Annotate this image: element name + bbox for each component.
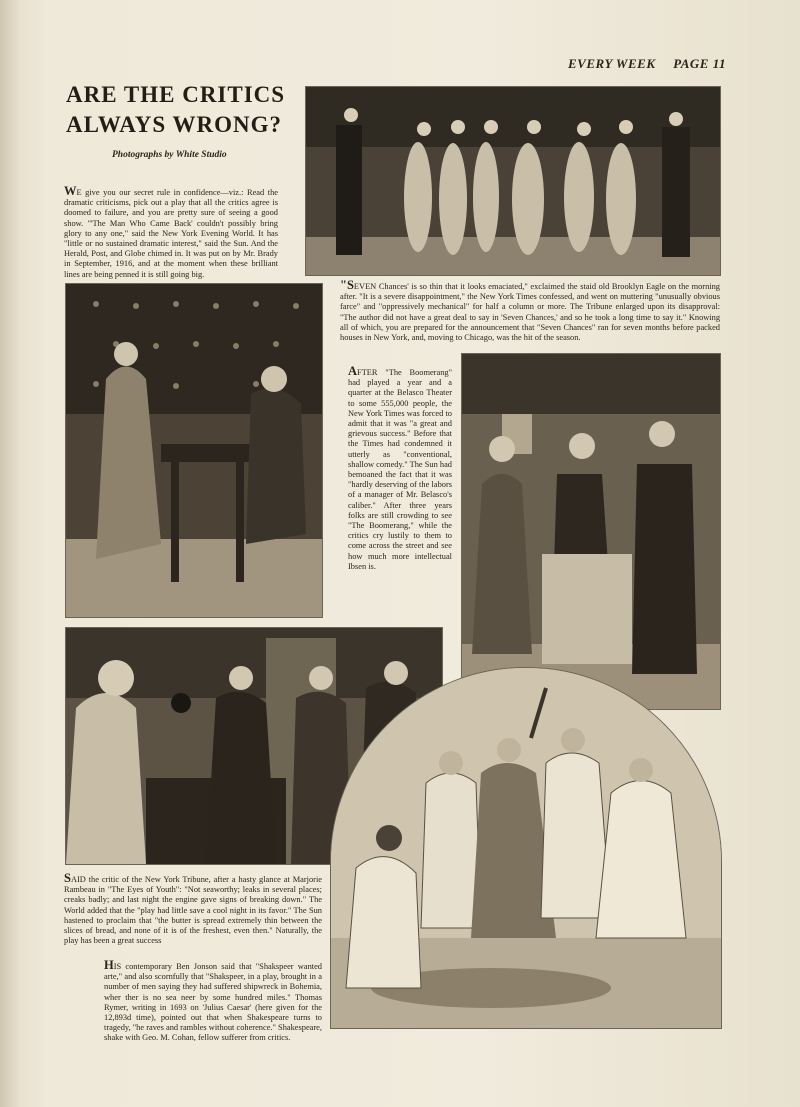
magazine-name: EVERY WEEK bbox=[568, 56, 656, 71]
drop-cap: "S bbox=[340, 278, 354, 292]
man-who-came-back-photo bbox=[65, 283, 323, 618]
page-spine bbox=[0, 0, 18, 1107]
boomerang-paragraph bbox=[348, 366, 452, 572]
seven-chances-paragraph bbox=[340, 280, 720, 343]
paragraph-text: EVEN Chances' is so thin that it looks emaciated," exclaimed the staid old Brooklyn Eagle on the morning after. "It is a severe disappointment," the New York Times confessed, and went on muttering "unusually obvious farce" and "oppressively mechanical" for half a column or more. The Tribune enlarged upon its disapproval: "The author did not have a great deal to say in 'Seven Chances,' and so he took a long time to say it." Knowing all of which, you are prepared for the announcement that "Seven Chances" ran for seven months before packed houses in New York, and, moving to Chicago, was the hit of the season. bbox=[340, 282, 720, 343]
article-title: ARE THE CRITICS ALWAYS WRONG? bbox=[66, 82, 286, 137]
page-number: PAGE 11 bbox=[673, 56, 726, 71]
drop-cap: H bbox=[104, 958, 114, 972]
paragraph-text: IS contemporary Ben Jonson said that "Shakspeer wanted arte," and also scornfully that "Shakspeer, in a play, brought in a number of men saying they had suffered shipwreck in Bohemia, wher ther is no sea neer by some hundred miles." Thomas Rymer, writing in 1693 on 'Julius Caesar' (here given for the 12,893d time), pointed out that when Shakespeare turns to tragedy, "he raves and rambles without coherence." Shakespeare, shake with Geo. M. Cohan, fellow sufferer from critics. bbox=[104, 962, 322, 1043]
drop-cap: S bbox=[64, 871, 71, 885]
boomerang-photo bbox=[461, 353, 721, 710]
julius-caesar-photo bbox=[330, 667, 722, 1029]
jonson-paragraph bbox=[104, 960, 322, 1044]
page-header bbox=[554, 56, 726, 72]
eyes-of-youth-paragraph bbox=[64, 873, 322, 946]
drop-cap: A bbox=[348, 364, 358, 378]
photo-credit: Photographs by White Studio bbox=[112, 150, 227, 160]
seven-chances-photo bbox=[305, 86, 721, 276]
paragraph-text: AID the critic of the New York Tribune, after a hasty glance at Marjorie Rambeau in "The Eyes of Youth": "Not seaworthy; leaks in several places; creaks badly; and last night the engine gave signs of breaking down." The World added that the "play had little save a cool night in its favor." The Sun hastened to proclaim that "the butter is spread extremely thin between the slices of bread, and none of it is of the freshest, even then." Naturally, the play has been a great success bbox=[64, 875, 322, 946]
drop-cap: W bbox=[64, 184, 77, 198]
intro-paragraph bbox=[64, 186, 278, 280]
paragraph-text: E give you our secret rule in confidence—viz.: Read the dramatic criticisms, pick out a play that all the critics agree is doomed to failure, and you are pretty sure of seeing a good show. "'The Man Who Came Back' couldn't possibly bring glory to any one," said the New York Evening World. It has "little or no sustained dramatic interest," said the Sun. And the Herald, Post, and Globe chimed in. It was put on by Mr. Brady in September, 1916, and at the moment when these brilliant lines are being penned it is still going big. bbox=[64, 188, 278, 279]
paragraph-text: FTER "The Boomerang" had played a year and a quarter at the Belasco Theater to some 555,000 people, the New York Times was forced to admit that it was "a great and grievous success." Before that the Times had condemned it utterly as "conventional, shallow comedy." The Sun had bemoaned the fact that it was "hardly deserving of the labors of a manager of Mr. Belasco's caliber." After three years folks are still crowding to see "The Boomerang," while the critics cry lustily to them to come across the street and see how much more intellectual Ibsen is. bbox=[348, 368, 452, 571]
